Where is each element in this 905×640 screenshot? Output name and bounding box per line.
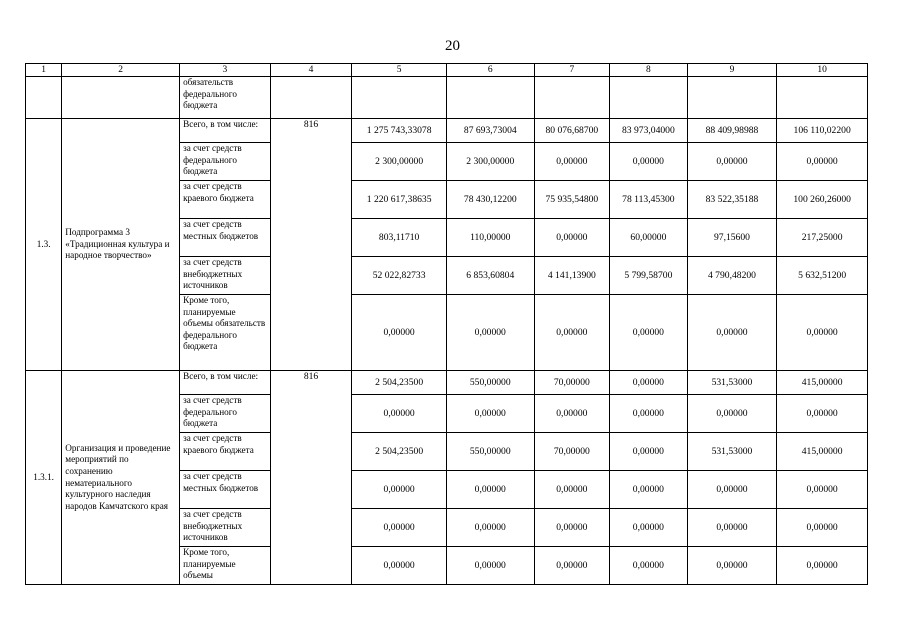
value-cell: 531,53000	[687, 371, 777, 395]
source-label: за счет средств местных бюджетов	[180, 471, 271, 509]
header-cell: 6	[446, 64, 534, 77]
section-name: Организация и проведение мероприятий по сохранению нематериального культурного наследия народов Камчатского края	[62, 371, 180, 585]
value-cell: 0,00000	[352, 509, 447, 547]
source-label: Кроме того, планируемые объемы обязательств федерального бюджета	[180, 295, 271, 371]
value-cell	[534, 77, 610, 119]
value-cell: 0,00000	[687, 143, 777, 181]
value-cell	[687, 77, 777, 119]
value-cell: 550,00000	[446, 371, 534, 395]
value-cell: 1 220 617,38635	[352, 181, 447, 219]
value-cell: 0,00000	[534, 471, 610, 509]
value-cell: 217,25000	[777, 219, 868, 257]
value-cell: 0,00000	[687, 295, 777, 371]
value-cell: 70,00000	[534, 433, 610, 471]
value-cell: 0,00000	[352, 547, 447, 585]
value-cell: 0,00000	[534, 395, 610, 433]
source-label: за счет средств местных бюджетов	[180, 219, 271, 257]
header-cell: 9	[687, 64, 777, 77]
value-cell: 0,00000	[687, 471, 777, 509]
value-cell: 0,00000	[446, 509, 534, 547]
header-cell: 2	[62, 64, 180, 77]
value-cell: 0,00000	[534, 295, 610, 371]
source-label: за счет средств краевого бюджета	[180, 181, 271, 219]
value-cell: 60,00000	[610, 219, 688, 257]
value-cell: 0,00000	[534, 509, 610, 547]
table-row	[26, 119, 868, 143]
value-cell	[446, 77, 534, 119]
value-cell: 0,00000	[610, 433, 688, 471]
value-cell	[352, 77, 447, 119]
value-cell: 0,00000	[777, 547, 868, 585]
table-row	[26, 371, 868, 395]
value-cell: 83 522,35188	[687, 181, 777, 219]
value-cell: 0,00000	[610, 371, 688, 395]
value-cell: 4 790,48200	[687, 257, 777, 295]
value-cell: 2 300,00000	[352, 143, 447, 181]
value-cell: 110,00000	[446, 219, 534, 257]
source-label: за счет средств федерального бюджета	[180, 143, 271, 181]
section-code: 1.3.	[26, 119, 62, 371]
page-number: 20	[445, 38, 460, 54]
value-cell: 0,00000	[352, 395, 447, 433]
source-label: за счет средств внебюджетных источников	[180, 257, 271, 295]
source-label: Кроме того, планируемые объемы	[180, 547, 271, 585]
value-cell: 83 973,04000	[610, 119, 688, 143]
value-cell: 0,00000	[446, 547, 534, 585]
value-cell: 2 504,23500	[352, 371, 447, 395]
header-cell: 1	[26, 64, 62, 77]
department-code: 816	[270, 371, 352, 585]
source-label: за счет средств внебюджетных источников	[180, 509, 271, 547]
table-body	[26, 64, 868, 585]
value-cell: 88 409,98988	[687, 119, 777, 143]
value-cell: 52 022,82733	[352, 257, 447, 295]
value-cell: 415,00000	[777, 371, 868, 395]
value-cell: 0,00000	[687, 509, 777, 547]
header-cell: 4	[270, 64, 352, 77]
value-cell: 78 430,12200	[446, 181, 534, 219]
value-cell: 78 113,45300	[610, 181, 688, 219]
value-cell: 0,00000	[352, 295, 447, 371]
value-cell: 0,00000	[534, 547, 610, 585]
value-cell: 0,00000	[687, 547, 777, 585]
continuation-row	[26, 77, 868, 119]
section-code: 1.3.1.	[26, 371, 62, 585]
value-cell: 0,00000	[687, 395, 777, 433]
value-cell: 0,00000	[777, 509, 868, 547]
value-cell: 0,00000	[777, 471, 868, 509]
value-cell: 0,00000	[610, 509, 688, 547]
name-cell	[62, 77, 180, 119]
value-cell: 0,00000	[610, 295, 688, 371]
source-label: за счет средств краевого бюджета	[180, 433, 271, 471]
value-cell: 415,00000	[777, 433, 868, 471]
value-cell: 550,00000	[446, 433, 534, 471]
value-cell: 100 260,26000	[777, 181, 868, 219]
value-cell: 0,00000	[777, 295, 868, 371]
value-cell: 0,00000	[446, 471, 534, 509]
budget-table	[25, 63, 868, 585]
department-code: 816	[270, 119, 352, 371]
header-cell: 8	[610, 64, 688, 77]
source-label: Всего, в том числе:	[180, 371, 271, 395]
value-cell: 803,11710	[352, 219, 447, 257]
header-cell: 3	[180, 64, 271, 77]
value-cell: 80 076,68700	[534, 119, 610, 143]
value-cell: 1 275 743,33078	[352, 119, 447, 143]
value-cell	[270, 77, 352, 119]
value-cell: 0,00000	[777, 395, 868, 433]
value-cell: 0,00000	[534, 219, 610, 257]
source-label: Всего, в том числе:	[180, 119, 271, 143]
value-cell	[610, 77, 688, 119]
value-cell: 5 632,51200	[777, 257, 868, 295]
value-cell: 531,53000	[687, 433, 777, 471]
value-cell: 4 141,13900	[534, 257, 610, 295]
code-cell	[26, 77, 62, 119]
value-cell: 70,00000	[534, 371, 610, 395]
value-cell: 87 693,73004	[446, 119, 534, 143]
value-cell: 0,00000	[352, 471, 447, 509]
value-cell: 0,00000	[446, 395, 534, 433]
value-cell: 0,00000	[610, 547, 688, 585]
source-label: за счет средств федерального бюджета	[180, 395, 271, 433]
header-cell: 7	[534, 64, 610, 77]
section-name: Подпрограмма 3 «Традиционная культура и народное творчество»	[62, 119, 180, 371]
value-cell: 2 504,23500	[352, 433, 447, 471]
value-cell: 106 110,02200	[777, 119, 868, 143]
header-row	[26, 64, 868, 77]
value-cell: 0,00000	[777, 143, 868, 181]
value-cell: 0,00000	[610, 471, 688, 509]
value-cell: 0,00000	[610, 143, 688, 181]
value-cell: 5 799,58700	[610, 257, 688, 295]
value-cell: 2 300,00000	[446, 143, 534, 181]
value-cell: 6 853,60804	[446, 257, 534, 295]
value-cell: 0,00000	[610, 395, 688, 433]
value-cell	[777, 77, 868, 119]
value-cell: 0,00000	[446, 295, 534, 371]
header-cell: 5	[352, 64, 447, 77]
source-label: обязательств федерального бюджета	[180, 77, 271, 119]
value-cell: 97,15600	[687, 219, 777, 257]
header-cell: 10	[777, 64, 868, 77]
value-cell: 0,00000	[534, 143, 610, 181]
value-cell: 75 935,54800	[534, 181, 610, 219]
